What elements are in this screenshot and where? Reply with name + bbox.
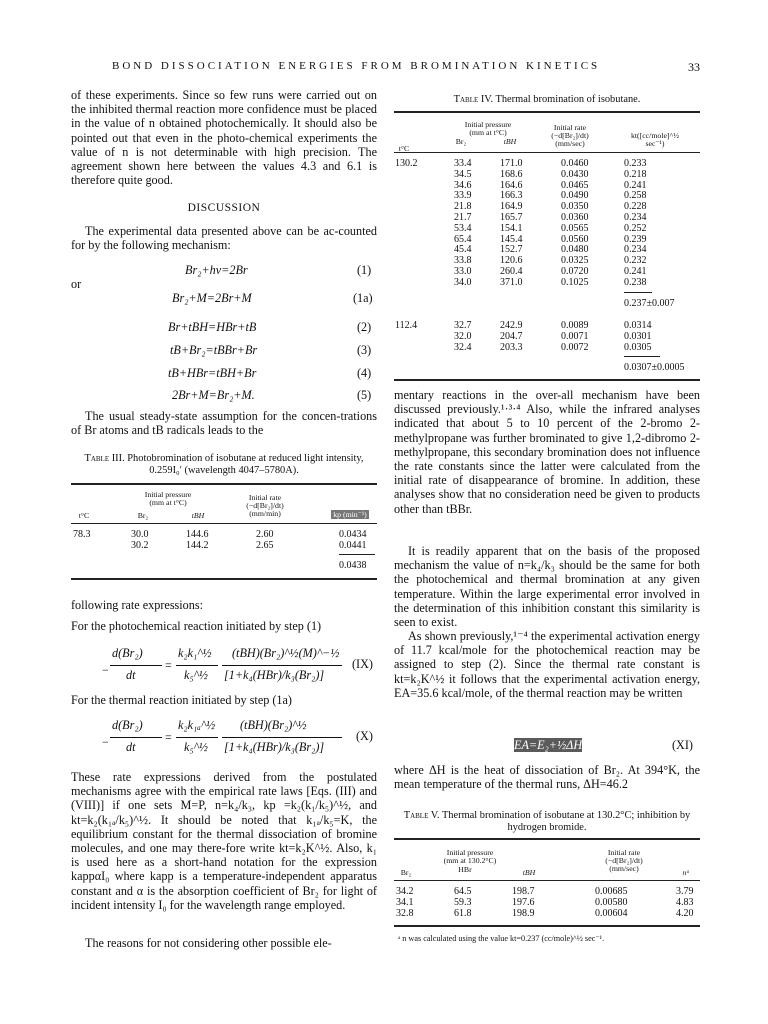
table3-r2-tbh: 144.2 <box>186 540 209 551</box>
table4-cell-k: 0.241 <box>624 179 647 191</box>
table5-cell-n: 3.79 <box>676 886 694 897</box>
table3-temp: 78.3 <box>73 529 91 540</box>
running-header: BOND DISSOCIATION ENERGIES FROM BROMINATION KINETICS <box>112 60 601 72</box>
table4-cell-br2: 34.6 <box>454 179 472 191</box>
table4-cell-rate: 0.0560 <box>561 233 589 245</box>
table5-head-n: nᵃ <box>682 868 690 877</box>
table5-cell-tbh: 198.7 <box>512 886 535 897</box>
table3-r2-k: 0.0441 <box>339 540 367 551</box>
paragraph-rate-expressions: These rate expressions derived from the postulated mechanisms agree with the empirical rate laws [Eqs. (III) and (VIII)] if one sets M=P, n=k₄/k₃, kp =k₂(k₁/k₅)^½, and kt=k₂(k₁ₐ/k₅)^½. It should be noted that k₁ₐ/k₅=K, the equilibrium constant for the thermal dissociation of bromine molecules, and one may there-fore write kt=k₂K^½. Also, k₁ is used here as a short-hand notation for the expression kappαI₀ where kapp is a temperature-independent apparatus constant and α is the absorption coefficient of Br₂ for light of incident intensity I₀ for the wavelength range employed. <box>71 770 377 912</box>
table5-caption <box>394 810 700 834</box>
table4-cell-br2: 53.4 <box>454 222 472 234</box>
table4-cell-rate: 0.0565 <box>561 222 589 234</box>
eq9-k-frac <box>176 665 218 666</box>
page-number: 33 <box>688 60 700 74</box>
paragraph-thermal: For the thermal reaction initiated by step (1a) <box>71 693 292 707</box>
table5-footnote: ᵃ n was calculated using the value kt=0.237 (cc/mole)^½ sec⁻¹. <box>398 934 605 943</box>
eq9-label: (IX) <box>352 657 373 671</box>
equation-1: Br₂+hν=2Br <box>185 263 248 277</box>
table4-cell-br2: 33.8 <box>454 255 472 267</box>
table5-bottom-rule <box>394 925 700 927</box>
table4-cell-rate: 0.1025 <box>561 276 589 288</box>
table4-cell-k: 0.238 <box>624 276 647 288</box>
table3-bottom-rule <box>71 578 377 580</box>
eq9-lhs-num: d(Br₂) <box>112 646 143 660</box>
eq10-rhs-den: [1+k₄(HBr)/k₃(Br₂)] <box>224 740 325 754</box>
table5-head-tbh: tBH <box>522 868 536 877</box>
table4-group2-temp: 112.4 <box>395 320 418 331</box>
table4-cell-rate: 0.0071 <box>561 330 589 342</box>
table3-r1-k: 0.0434 <box>339 529 367 540</box>
table3-head-br2: Br₂ <box>137 511 149 520</box>
paragraph-photochemical: For the photochemical reaction initiated by step (1) <box>71 619 322 633</box>
section-heading-discussion: DISCUSSION <box>187 202 261 214</box>
table5-head-rate: Initial rate <box>607 848 641 857</box>
eq9-rhs-den: [1+k₄(HBr)/k₃(Br₂)] <box>224 668 325 682</box>
table5-cell-n: 4.83 <box>676 896 694 908</box>
table3-head-tbh: tBH <box>191 511 205 520</box>
eq10-rhs-frac <box>222 737 342 738</box>
table5-cell-br2: 34.2 <box>396 886 414 897</box>
table3-r1-rate: 2.60 <box>256 529 274 540</box>
table4-head-tbh: tBH <box>503 137 517 146</box>
table4-group2-mean: 0.0307±0.0005 <box>624 362 685 374</box>
table4-cell-k: 0.252 <box>624 222 647 234</box>
eq10-equals: = <box>165 730 172 744</box>
table5-head-hbr: HBr <box>458 865 472 874</box>
equation-4-label: (4) <box>357 366 372 380</box>
paragraph-heat: where ΔH is the heat of dissociation of Br₂. At 394°K, the mean temperature of the thermal runs, ΔH=46.2 <box>394 763 700 792</box>
table4-head-rate-expr: (−d[Br₂]/dt) <box>551 131 589 140</box>
table4-head-temp: t°C <box>398 144 410 153</box>
table4-cell-tbh: 371.0 <box>500 276 523 288</box>
eq10-k-den: k₅^½ <box>184 740 208 754</box>
table4-cell-tbh: 152.7 <box>500 244 523 256</box>
eq11-label: (XI) <box>672 738 693 752</box>
equation-2-label: (2) <box>357 320 372 334</box>
equation-4: tB+HBr=tBH+Br <box>168 366 257 380</box>
table5-cell-rate: 0.00685 <box>595 886 628 897</box>
table4-cell-tbh: 204.7 <box>500 330 523 342</box>
table4-cell-br2: 33.9 <box>454 190 472 202</box>
table3-head-pressure-unit: (mm at t°C) <box>149 498 187 507</box>
table4-cell-k: 0.258 <box>624 190 647 202</box>
table4-cell-tbh: 165.7 <box>500 212 523 223</box>
table5-top-rule <box>394 838 700 840</box>
table4-cell-br2: 34.5 <box>454 168 472 180</box>
table3-sum-rule <box>339 554 375 555</box>
table3-r2-br2: 30.2 <box>131 540 149 551</box>
table5-head-pressure: Initial pressure <box>446 848 494 857</box>
table4-cell-k: 0.0301 <box>624 330 652 342</box>
equation-5: 2Br+M=Br₂+M. <box>172 388 255 402</box>
table3-head-temp: t°C <box>78 511 90 520</box>
table4-head-br2: Br₂ <box>455 137 467 146</box>
equation-2: Br+tBH=HBr+tB <box>168 320 257 334</box>
table5-cell-br2: 34.1 <box>396 896 414 908</box>
table4-head-k: kt([cc/mole]^½ <box>630 131 680 140</box>
table4-cell-br2: 32.7 <box>454 320 472 331</box>
equation-1-label: (1) <box>357 263 372 277</box>
table4-cell-k: 0.0314 <box>624 320 652 331</box>
paragraph-proposed-mechanism: It is readily apparent that on the basis of the proposed mechanism the value of n=k₄/k₃ should be the same for both the photochemical and thermal bromination at any given temperature. Within the large experimental error involved in the determination of this inhibition constant this similarity is seen to exist. <box>394 544 700 630</box>
eq9-k-den: k₅^½ <box>184 668 208 682</box>
table3-head-rate-expr: (−d[Br₂]/dt) <box>246 501 284 510</box>
table5-head-rate-expr: (−d[Br₂]/dt) <box>605 856 643 865</box>
table4-group1-sum-rule <box>624 292 652 293</box>
table4-cell-br2: 21.8 <box>454 201 472 213</box>
table4-head-pressure-unit: (mm at t°C) <box>469 128 507 137</box>
table4-cell-rate: 0.0460 <box>561 158 589 169</box>
table3-head-kp <box>325 511 375 519</box>
table5-cell-br2: 32.8 <box>396 907 414 919</box>
table4-cell-br2: 32.4 <box>454 341 472 353</box>
table4-top-rule <box>394 111 700 113</box>
table4-cell-br2: 32.0 <box>454 330 472 342</box>
equation-3-label: (3) <box>357 343 372 357</box>
eq10-lhs-den: dt <box>126 740 136 754</box>
table5-head-rule <box>394 880 700 881</box>
table4-head-rule <box>394 152 700 153</box>
table4-cell-tbh: 168.6 <box>500 168 523 180</box>
table4-cell-rate: 0.0720 <box>561 266 589 277</box>
eq10-k-frac <box>176 737 218 738</box>
table4-group1-mean: 0.237±0.007 <box>624 297 675 309</box>
or-text: or <box>71 277 82 291</box>
table5-cell-tbh: 198.9 <box>512 907 535 919</box>
table3-mean: 0.0438 <box>339 560 367 571</box>
table3-caption <box>71 453 377 477</box>
table4-head-rate-unit: (mm/sec) <box>555 139 585 148</box>
eq10-rhs-num: (tBH)(Br₂)^½ <box>240 718 307 732</box>
table4-cell-br2: 33.0 <box>454 266 472 277</box>
table3-r1-tbh: 144.6 <box>186 529 209 540</box>
table3-caption-label: Table III. <box>84 453 125 464</box>
table3-caption-text: Photobromination of isobutane at reduced light intensity, 0.259I₀′ (wavelength 4047–5780A). <box>127 453 364 476</box>
table4-cell-k: 0.239 <box>624 233 647 245</box>
table4-cell-k: 0.241 <box>624 266 647 277</box>
eq10-label: (X) <box>356 729 373 743</box>
table5-cell-n: 4.20 <box>676 907 694 919</box>
table4-cell-tbh: 145.4 <box>500 233 523 245</box>
table4-cell-k: 0.218 <box>624 168 647 180</box>
table5-caption-label: Table V. <box>403 810 440 821</box>
table4-cell-k: 0.234 <box>624 244 647 256</box>
table5-cell-rate: 0.00604 <box>595 907 628 919</box>
table4-cell-rate: 0.0072 <box>561 341 589 353</box>
table4-cell-br2: 34.0 <box>454 276 472 288</box>
table4-cell-rate: 0.0360 <box>561 212 589 223</box>
eq9-lhs-den: dt <box>126 668 136 682</box>
table4-cell-k: 0.0305 <box>624 341 652 353</box>
paragraph-activation: As shown previously,¹⁻⁴ the experimental activation energy of 11.7 kcal/mole for the photochemical reaction may be assigned to step (2). Since the thermal rate constant is kt=k₂K^½ it follows that the experimental activation energy, EA=35.6 kcal/mole, of the thermal reaction may be written <box>394 629 700 700</box>
table3-head-kp-label: kp (min⁻¹) <box>333 510 367 519</box>
table5-cell-hbr: 64.5 <box>454 886 472 897</box>
eq11 <box>514 738 582 753</box>
paragraph-elementary: mentary reactions in the over-all mechanism have been discussed previously.¹·³·⁴ Also, while the infrared analyses indicated that about 5 to 10 percent of the 2-bromo 2-methylpropane was further brominated to give 1,2-dibromo 2-methylpropane, this secondary bromination does not influence the rate constants since the latter were calculated from the initial rate of disappearance of bromine. In addition, these analyses show that no consideration need be given to products other than tBBr. <box>394 388 700 516</box>
table5-caption-text: Thermal bromination of isobutane at 130.2°C; inhibition by hydrogen bromide. <box>441 810 691 833</box>
equation-1a-label: (1a) <box>353 291 373 305</box>
eq9-rhs-frac <box>222 665 342 666</box>
table4-group1-temp: 130.2 <box>395 158 418 169</box>
paragraph-mechanism-intro: The experimental data presented above can be ac-counted for by the following mechanism: <box>71 224 377 253</box>
table4-cell-k: 0.233 <box>624 158 647 169</box>
paragraph-reasons: The reasons for not considering other possible ele- <box>85 936 332 950</box>
equation-5-label: (5) <box>357 388 372 402</box>
table4-cell-rate: 0.0465 <box>561 179 589 191</box>
table4-cell-k: 0.228 <box>624 201 647 213</box>
table5-head-rate-unit: (mm/sec) <box>609 864 639 873</box>
eq9-lhs-frac <box>110 665 162 666</box>
eq9-equals: = <box>165 658 172 672</box>
table3-head-pressure: Initial pressure <box>144 490 192 499</box>
table5-head-pressure-unit: (mm at 130.2°C) <box>443 856 497 865</box>
table3-top-rule <box>71 483 377 485</box>
eq9-minus: − <box>102 663 109 677</box>
table3-r1-br2: 30.0 <box>131 529 149 540</box>
equation-1a: Br₂+M=2Br+M <box>172 291 252 305</box>
table4-cell-br2: 21.7 <box>454 212 472 223</box>
table4-bottom-rule <box>394 379 700 381</box>
table3-r2-rate: 2.65 <box>256 540 274 551</box>
table4-cell-tbh: 154.1 <box>500 222 523 234</box>
eq10-lhs-frac <box>110 737 162 738</box>
table4-cell-tbh: 166.3 <box>500 190 523 202</box>
table4-cell-tbh: 171.0 <box>500 158 523 169</box>
paragraph-following: following rate expressions: <box>71 598 204 612</box>
paragraph-steady-state: The usual steady-state assumption for the concen-trations of Br atoms and tB radicals leads to the <box>71 409 377 438</box>
table4-cell-br2: 33.4 <box>454 158 472 169</box>
table5-cell-tbh: 197.6 <box>512 896 535 908</box>
table4-cell-tbh: 164.9 <box>500 201 523 213</box>
table4-cell-k: 0.234 <box>624 212 647 223</box>
table4-head-rate: Initial rate <box>553 123 587 132</box>
table4-cell-br2: 45.4 <box>454 244 472 256</box>
table3-head-rate: Initial rate <box>248 493 282 502</box>
eq10-minus: − <box>102 735 109 749</box>
eq10-k-num: k₂k₁ₐ^½ <box>178 718 216 732</box>
table4-cell-rate: 0.0350 <box>561 201 589 213</box>
table4-caption-label: Table IV. <box>453 94 494 105</box>
table4-caption-text: Thermal bromination of isobutane. <box>495 94 641 105</box>
table4-cell-tbh: 203.3 <box>500 341 523 353</box>
table5-cell-rate: 0.00580 <box>595 896 628 908</box>
table4-group2-sum-rule <box>624 356 660 357</box>
table5-cell-hbr: 61.8 <box>454 907 472 919</box>
table4-cell-rate: 0.0490 <box>561 190 589 202</box>
eq9-rhs-num: (tBH)(Br₂)^½(M)^−½ <box>232 646 340 660</box>
table4-cell-tbh: 242.9 <box>500 320 523 331</box>
eq10-lhs-num: d(Br₂) <box>112 718 143 732</box>
table4-cell-rate: 0.0480 <box>561 244 589 256</box>
table5-cell-hbr: 59.3 <box>454 896 472 908</box>
table4-head-pressure: Initial pressure <box>464 120 512 129</box>
equation-3: tB+Br₂=tBBr+Br <box>170 343 258 357</box>
table4-cell-rate: 0.0430 <box>561 168 589 180</box>
table4-cell-k: 0.232 <box>624 255 647 267</box>
table4-cell-rate: 0.0089 <box>561 320 589 331</box>
table4-cell-tbh: 260.4 <box>500 266 523 277</box>
table4-cell-br2: 65.4 <box>454 233 472 245</box>
table4-caption <box>394 94 700 106</box>
table4-cell-tbh: 164.6 <box>500 179 523 191</box>
table3-head-rate-unit: (mm/min) <box>249 509 281 518</box>
eq9-k-num: k₂k₁^½ <box>178 646 212 660</box>
table4-cell-tbh: 120.6 <box>500 255 523 267</box>
table4-cell-rate: 0.0325 <box>561 255 589 267</box>
table3-head-rule <box>71 523 377 524</box>
table5-head-br2: Br₂ <box>400 868 412 877</box>
table4-head-k-unit: sec⁻¹) <box>645 139 665 148</box>
eq11-text: EA=E₂+½ΔH <box>514 738 583 752</box>
paragraph-intro: of these experiments. Since so few runs were carried out on the inhibited thermal reaction more confidence must be placed in the value of n obtained photochemically. It should also be pointed out that even in the photo-chemical experiments the value of n is not determinable with high precision. The agreement shown here between the values 4.3 and 6.1 is therefore quite good. <box>71 88 377 188</box>
